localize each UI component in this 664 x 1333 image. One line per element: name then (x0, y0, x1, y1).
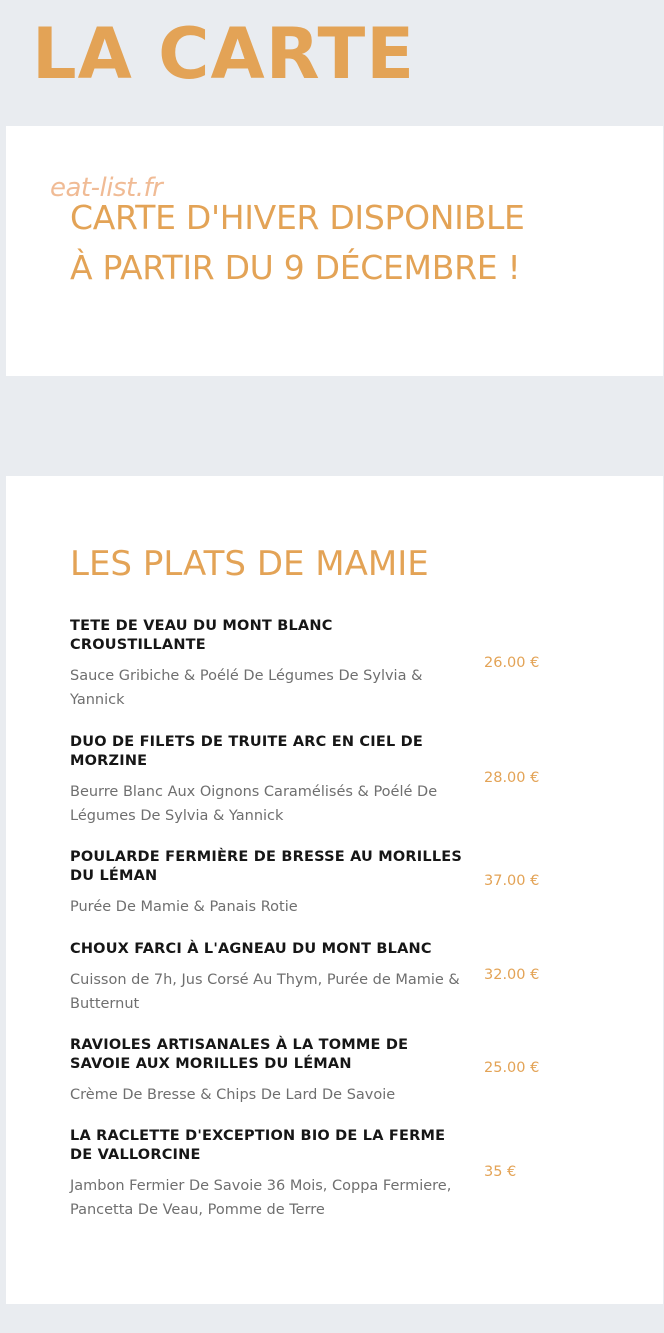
notice-line-1: CARTE D'HIVER DISPONIBLE (70, 198, 525, 237)
notice-line-2: À PARTIR DU 9 DÉCEMBRE ! (70, 248, 521, 287)
page-title: LA CARTE (32, 13, 416, 95)
dish-name: LA RACLETTE D'EXCEPTION BIO DE LA FERME DE VALLORCINE (70, 1128, 446, 1163)
dish-name: CHOUX FARCI À L'AGNEAU DU MONT BLANC (70, 941, 432, 957)
dish-name: TETE DE VEAU DU MONT BLANC CROUSTILLANTE (70, 618, 333, 653)
dish-item (70, 617, 630, 712)
dish-price: 26.00 € (484, 655, 540, 671)
dish-item (70, 940, 630, 1016)
dish-item (70, 1127, 630, 1222)
dish-item (70, 848, 630, 919)
dish-price: 35 € (484, 1164, 517, 1180)
dish-name: RAVIOLES ARTISANALES À LA TOMME DE SAVOIE AUX MORILLES DU LÉMAN (70, 1037, 409, 1072)
dish-description: Sauce Gribiche & Poélé De Légumes De Sylvia & Yannick (70, 668, 423, 708)
dish-description: Beurre Blanc Aux Oignons Caramélisés & Poélé De Légumes De Sylvia & Yannick (70, 784, 438, 824)
dish-description: Cuisson de 7h, Jus Corsé Au Thym, Purée de Mamie & Butternut (70, 972, 460, 1012)
dish-description: Purée De Mamie & Panais Rotie (70, 899, 298, 915)
section-title: LES PLATS DE MAMIE (70, 544, 429, 584)
dish-item (70, 733, 630, 828)
dish-description: Crème De Bresse & Chips De Lard De Savoie (70, 1087, 396, 1103)
dish-price: 25.00 € (484, 1060, 540, 1076)
dish-name: POULARDE FERMIÈRE DE BRESSE AU MORILLES DU LÉMAN (70, 849, 463, 884)
dish-price: 28.00 € (484, 770, 540, 786)
watermark: eat-list.fr (50, 173, 163, 203)
menu-card (6, 476, 663, 1304)
dish-price: 37.00 € (484, 873, 540, 889)
dish-description: Jambon Fermier De Savoie 36 Mois, Coppa Fermiere, Pancetta De Veau, Pomme de Terre (70, 1178, 452, 1218)
dish-item (70, 1036, 630, 1107)
dish-price: 32.00 € (484, 967, 540, 983)
winter-menu-notice-card (6, 126, 663, 376)
dish-name: DUO DE FILETS DE TRUITE ARC EN CIEL DE MORZINE (70, 734, 423, 769)
winter-menu-notice (70, 193, 525, 293)
